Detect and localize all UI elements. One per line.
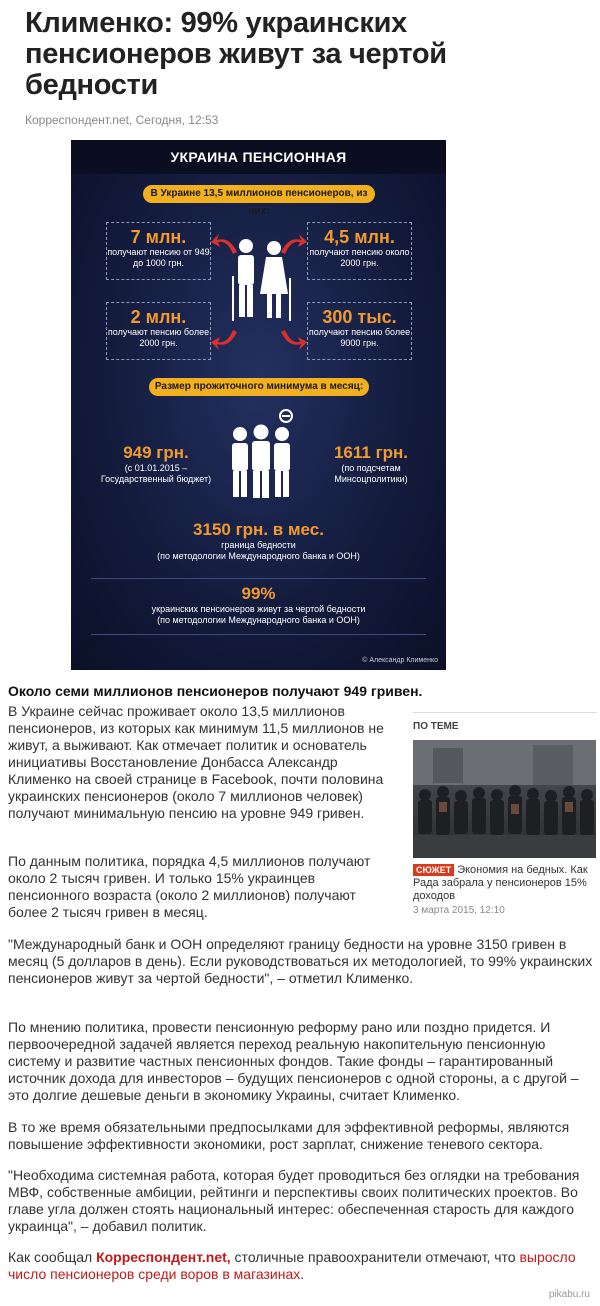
paragraph-text: . xyxy=(300,1266,305,1282)
stat-value: 7 млн. xyxy=(130,227,187,247)
related-photo[interactable] xyxy=(413,740,596,858)
infographic xyxy=(71,140,446,670)
article-paragraph-3: "Международный банк и ООН определяют границу бедности на уровне 3150 гривен в месяц (5 долларов в день). Если руководствоваться их методологией, то 99% украинских пенсионеров живут за чертой бедности", – отметил Клименко. xyxy=(8,936,593,986)
article-paragraph-4: По мнению политика, провести пенсионную реформу рано или поздно придется. И первоочередной задачей является переход реальную накопительную пенсионную систему и развитие частных пенсионных фондов. Такие фонды – гарантированный источник дохода для инвесторов – будущих пенсионеров с одной стороны, а с другой – это долгие дешевые деньги в экономику Украины, считает Клименко. xyxy=(8,1019,579,1103)
article-paragraph-7 xyxy=(8,1249,598,1283)
subsistence-right xyxy=(311,443,431,485)
stat-desc: получают пенсию более 2000 грн. xyxy=(107,327,210,348)
percentage-label: украинских пенсионеров живут за чертой бедности xyxy=(151,604,366,614)
stat-value: 300 тыс. xyxy=(322,307,397,327)
infographic-credit: © Александр Клименко xyxy=(362,657,438,664)
infographic-title: УКРАИНА ПЕНСИОННАЯ xyxy=(170,149,347,165)
related-sidebar xyxy=(413,712,597,916)
stat-box-300k xyxy=(307,302,412,360)
stat-desc: получают пенсию более 9000 грн. xyxy=(308,327,411,348)
poverty-label: граница бедности xyxy=(221,540,296,550)
article-paragraph-2: По данным политика, порядка 4,5 миллионов получают около 2 тысяч гривен. И только 15% украинцев пенсионного возраста (около 2 миллионов) получают более 2 тысяч гривен в месяц. xyxy=(8,853,371,920)
people-group-icon xyxy=(226,408,296,505)
poverty-value: 3150 грн. в мес. xyxy=(193,520,324,539)
subsistence-right-note: (по подсчетам Минсоцполитики) xyxy=(334,463,408,484)
subsistence-left xyxy=(91,443,221,485)
percentage-value: 99% xyxy=(241,584,276,603)
stat-box-7m xyxy=(106,222,211,280)
article-lede: Около семи миллионов пенсионеров получают 949 гривен. xyxy=(8,683,423,699)
stat-value: 2 млн. xyxy=(130,307,187,327)
paragraph-text: Как сообщал xyxy=(8,1249,97,1265)
paragraph-text: столичные правоохранители отмечают, что xyxy=(230,1249,520,1265)
related-date: 3 марта 2015, 12:10 xyxy=(413,905,505,916)
poverty-percentage xyxy=(111,584,406,626)
sidebar-label: ПО ТЕМЕ xyxy=(413,721,459,732)
poverty-note: (по методологии Международного банка и ООН) xyxy=(157,551,360,561)
story-badge: СЮЖЕТ xyxy=(413,864,454,876)
stat-box-2m xyxy=(106,302,211,360)
article-meta: Корреспондент.net, Сегодня, 12:53 xyxy=(25,113,219,127)
stat-box-4-5m xyxy=(307,222,412,280)
subsistence-pill: Размер прожиточного минимума в месяц: xyxy=(149,378,369,396)
related-title[interactable]: Экономия на бедных. Как Рада забрала у пенсионеров 15% доходов xyxy=(413,864,588,902)
percentage-note: (по методологии Международного банка и ООН) xyxy=(157,615,360,625)
article-paragraph-6: "Необходима системная работа, которая будет проводиться без оглядки на требования МВФ, собственные амбиции, рейтинги и перспективы своих политических проектов. Во главе угла должен стоять национальный интерес: обеспеченная старость для каждого украинца", – добавил политик. xyxy=(8,1167,580,1234)
source-link[interactable]: Корреспондент.net, xyxy=(96,1249,231,1265)
article-paragraph-5: В то же время обязательными предпосылками для эффективной реформы, являются повышение эффективности экономики, рост зарплат, снижение теневого сектора. xyxy=(8,1119,570,1152)
subsistence-left-note: (с 01.01.2015 – Государственный бюджет) xyxy=(100,463,212,484)
divider xyxy=(91,634,426,635)
subsistence-right-value: 1611 грн. xyxy=(333,443,409,462)
site-watermark: pikabu.ru xyxy=(548,1289,590,1300)
pensioners-total-pill: В Украине 13,5 миллионов пенсионеров, из них: xyxy=(143,185,375,203)
divider xyxy=(91,578,426,579)
article-paragraph-1: В Украине сейчас проживает около 13,5 миллионов пенсионеров, из которых как минимум 11,5 миллионов не живут, а выживают. Как отмечает политик и основатель инициативы Восстановление Донбасса Александр Клименко на своей странице в Facebook, почти половина украинских пенсионеров (около 7 миллионов человек) получают минимальную пенсию на уровне 949 гривен. xyxy=(8,703,384,821)
subsistence-left-value: 949 грн. xyxy=(123,443,189,462)
related-caption[interactable] xyxy=(413,864,597,903)
elderly-couple-icon xyxy=(226,236,296,331)
arrow-down-right-icon xyxy=(279,330,307,342)
page-title: Клименко: 99% украинских пенсионеров живут за чертой бедности xyxy=(25,7,447,101)
arrow-down-left-icon xyxy=(211,330,239,342)
related-article-link[interactable]: выросло число пенсионеров среди воров в магазинах xyxy=(8,1249,576,1282)
poverty-line xyxy=(111,520,406,562)
stat-desc: получают пенсию от 949 до 1000 грн. xyxy=(107,247,210,268)
stat-value: 4,5 млн. xyxy=(324,227,395,247)
stat-desc: получают пенсию около 2000 грн. xyxy=(309,247,410,268)
